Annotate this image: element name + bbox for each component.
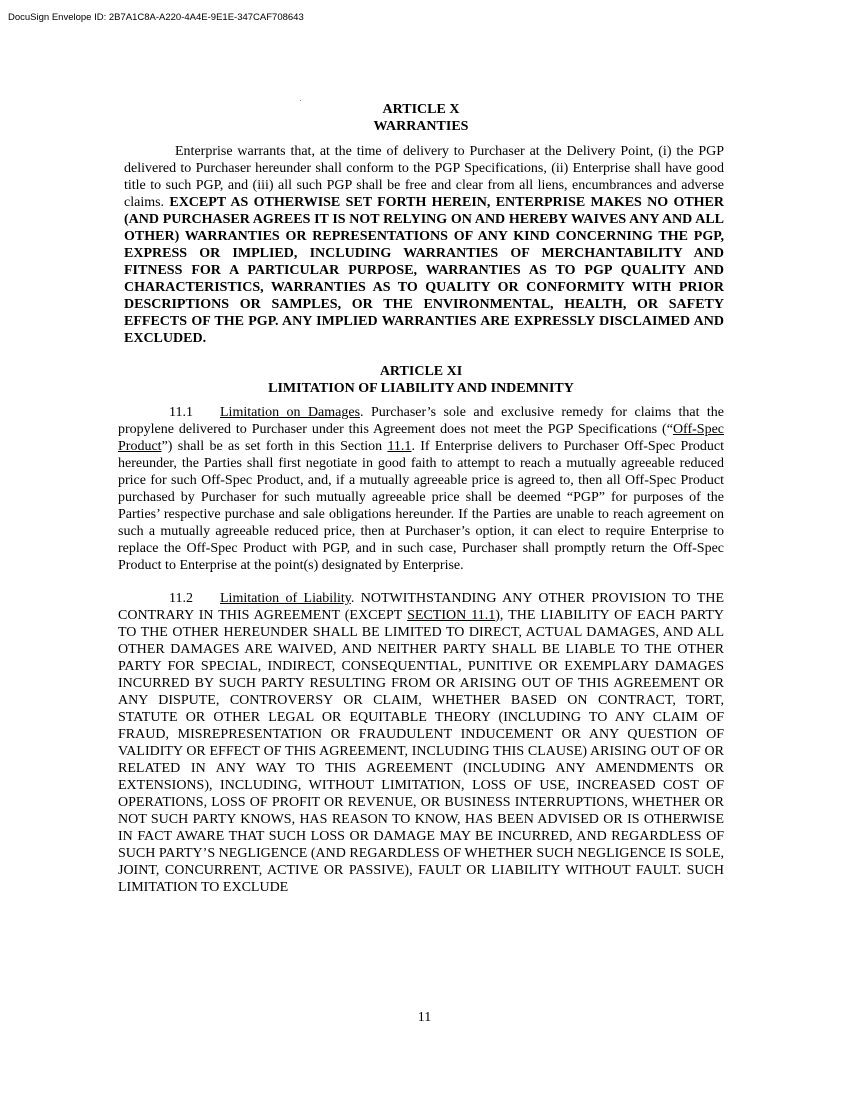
section-11-2-heading-end: . <box>350 591 355 606</box>
section-11-1-heading: Limitation on Damages <box>220 405 361 420</box>
warranties-section <box>118 143 724 347</box>
section-11-1-heading-end: . <box>360 405 364 420</box>
section-11-2-text-2: ), THE LIABILITY OF EACH PARTY TO THE OTHER HEREUNDER SHALL BE LIMITED TO DIRECT, ACTUAL DAMAGES, AND ALL OTHER DAMAGES ARE WAIVED, AND NEITHER PARTY SHALL BE LIABLE TO THE OTHER PARTY FOR SPECIAL, INDIRECT, CONSEQUENTIAL, PUNITIVE OR EXEMPLARY DAMAGES INCURRED BY SUCH PARTY RESULTING FROM OR ARISING OUT OF THIS AGREEMENT OR ANY DISPUTE, CONTROVERSY OR CLAIM, WHETHER BASED ON CONTRACT, TORT, STATUTE OR OTHER LEGAL OR EQUITABLE THEORY (INCLUDING TO ANY CLAIM OF FRAUD, MISREPRESENTATION OR FRAUDULENT INDUCEMENT OR ANY QUESTION OF VALIDITY OR EFFECT OF THIS AGREEMENT, INCLUDING THIS CLAUSE) ARISING OUT OF OR RELATED IN ANY WAY TO THIS AGREEMENT (INCLUDING ANY AMENDMENTS OR EXTENSIONS), INCLUDING, WITHOUT LIMITATION, LOSS OF USE, INCREASED COST OF OPERATIONS, LOSS OF PROFIT OR REVENUE, OR BUSINESS INTERRUPTIONS, WHETHER OR NOT SUCH PARTY KNOWS, HAS REASON TO KNOW, HAS BEEN ADVISED OR IS OTHERWISE IN FACT AWARE THAT SUCH LOSS OR DAMAGE MAY BE INCURRED, AND REGARDLESS OF SUCH PARTY’S NEGLIGENCE (AND REGARDLESS OF WHETHER SUCH NEGLIGENCE IS SOLE, JOINT, CONCURRENT, ACTIVE OR PASSIVE), FAULT OR LIABILITY WITHOUT FAULT. SUCH LIMITATION TO EXCLUDE <box>118 608 724 895</box>
section-11-1-ref: 11.1 <box>387 439 412 454</box>
section-11-2-heading: Limitation of Liability <box>220 591 351 606</box>
section-11-1-paragraph <box>118 404 724 574</box>
article-x-title: WARRANTIES <box>373 119 469 134</box>
warranties-disclaimer: EXCEPT AS OTHERWISE SET FORTH HEREIN, ENTERPRISE MAKES NO OTHER (AND PURCHASER AGREES IT IS NOT RELYING ON AND HEREBY WAIVES ANY AND ALL OTHER) WARRANTIES OR REPRESENTATIONS OF ANY KIND CONCERNING THE PGP, EXPRESS OR IMPLIED, INCLUDING WARRANTIES OF MERCHANTABILITY AND FITNESS FOR A PARTICULAR PURPOSE, WARRANTIES AS TO PGP QUALITY AND CHARACTERISTICS, WARRANTIES AS TO QUALITY OR CONFORMITY WITH PRIOR DESCRIPTIONS OR SAMPLES, OR THE ENVIRONMENTAL, HEALTH, OR SAFETY EFFECTS OF THE PGP. ANY IMPLIED WARRANTIES ARE EXPRESSLY DISCLAIMED AND EXCLUDED. <box>124 195 725 346</box>
warranties-paragraph <box>124 143 724 347</box>
article-xi-title: LIMITATION OF LIABILITY AND INDEMNITY <box>268 381 574 396</box>
section-11-1-number: 11.1 <box>169 405 193 420</box>
section-11-1-text-1: Purchaser’s sole and exclusive remedy for claims that the propylene delivered to Purchaser under this Agreement does not meet the PGP Specifications (“ <box>118 405 724 437</box>
section-11-2-text-1: NOTWITHSTANDING ANY OTHER PROVISION TO THE CONTRARY IN THIS AGREEMENT (EXCEPT <box>118 591 724 623</box>
section-11-2-number: 11.2 <box>169 591 193 606</box>
section-11-1-text-3: . If Enterprise delivers to Purchaser Off-Spec Product hereunder, the Parties shall first negotiate in good faith to attempt to reach a mutually agreeable reduced price for such Off-Spec Product, and, if a mutually agreeable price is agreed to, then all Off-Spec Product purchased by Purchaser for such mutually agreeable price shall be deemed “PGP” for purposes of the Parties’ respective purchase and sale obligations hereunder. If the Parties are unable to reach agreement on such a mutually agreeable reduced price, then at Purchaser’s option, it can elect to require Enterprise to replace the Off-Spec Product with PGP, and in such case, Purchaser shall promptly return the Off-Spec Product to Enterprise at the point(s) designated by Enterprise. <box>118 439 724 573</box>
section-11-1-text-2: ”) shall be as set forth in this Section <box>161 439 388 454</box>
warranties-text: Enterprise warrants that, at the time of delivery to Purchaser at the Delivery Point, (i) the PGP delivered to Purchaser hereunder shall conform to the PGP Specifications, (ii) Enterprise shall have good title to such PGP, and (iii) all such PGP shall be free and clear from all liens, encumbrances and adverse claims. <box>124 144 724 210</box>
article-xi-number: ARTICLE XI <box>379 364 463 379</box>
envelope-id: DocuSign Envelope ID: 2B7A1C8A-A220-4A4E-9E1E-347CAF708643 <box>8 12 304 23</box>
article-x-number: ARTICLE X <box>382 102 460 117</box>
document-page <box>118 101 724 896</box>
section-11-2-paragraph <box>118 590 724 896</box>
off-spec-term: Off-Spec Product <box>118 422 724 454</box>
section-11-2-ref: SECTION 11.1 <box>407 608 496 623</box>
page-number: 11 <box>417 1010 432 1025</box>
